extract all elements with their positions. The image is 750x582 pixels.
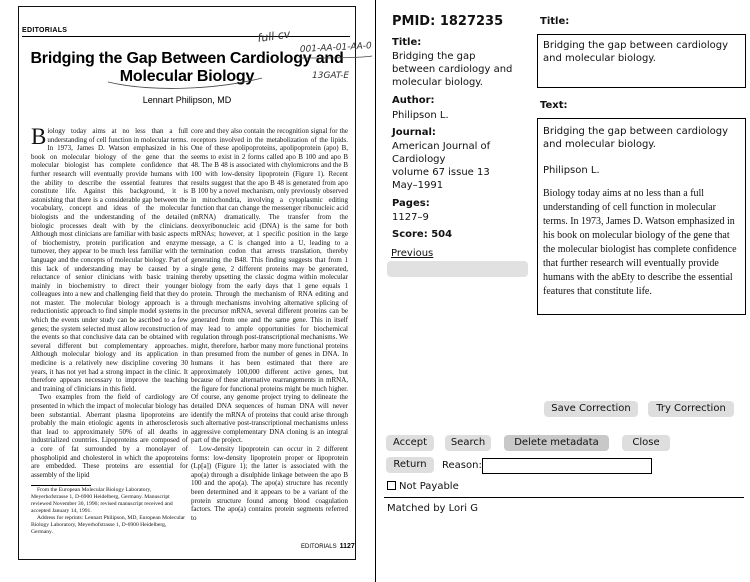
column-2-paragraph-1: core and they also contain the recognition signal for the receptors involved in the metabolization of the lipids. One of these apolipoproteins, apolipoprotein (apo) B, seems to exist in 2 forms called apo B 100 and apo B 48. The B 48 is associated with chylomicrons and the B 100 with low-density lipoprotein (Figure 1). Recent results suggest that the apo B 48 is generated from apo B 100 by a novel mechanism, only previously observed in mitochondria, involving a cytoplasmic editing function that can change the messenger ribonucleic acid (mRNA) dramatically. The transfer from the deoxyribonucleic acid (DNA) is the same for both mRNAs; however, at 1 specific position in the large message, a C is changed into a U, leading to a termination codon that arrests translation, thereby generating the B48. This finding suggests that from 1 single gene, 2 different proteins may be generated, thereby upsetting the classic dogma within molecular biology from the early days that 1 gene equals 1 protein. Through the mechanism of RNA editing and through mechanisms involving alternative splicing of the precursor mRNA, several different proteins can be generated from one and the same gene. This in itself may lead to ample opportunities for biochemical regulation through post-transcriptional mechanisms. We might, therefore, harbor many more functional proteins than presumed from the number of genes in DNA. In humans it has been estimated that there are approximately 100,000 different active genes, but because of these alternative rearrangements in mRNA, the figure for functional proteins might be much higher. Of course, any genome project trying to delineate the detailed DNA sequences of human DNA will never identify the mRNA of proteins that could arise through such alternative post-transcriptional mechanisms unless aggressive complementary DNA cloning is an integral part of the project. [191, 127, 348, 445]
matched-by-text: Matched by Lori G [387, 503, 478, 514]
footnote-rule [31, 485, 91, 486]
article-title-line-2: Molecular Biology [119, 68, 255, 85]
article-column-1 [31, 127, 188, 479]
page-footer [301, 543, 355, 550]
score-label: Score: 504 [392, 229, 453, 240]
footnote-affiliation: From the European Molecular Biology Laboratory, Meyerhofstrasse 1, D-6900 Heidelberg, Germany. Manuscript reviewed November 30, 1990; revised manuscript received and accepted January 14, 1991. [31, 487, 173, 514]
handwriting-underline [300, 56, 372, 58]
previous-link[interactable]: Previous [391, 248, 434, 259]
journal-name-line-2: Cardiology [392, 154, 446, 165]
reason-label: Reason: [442, 460, 482, 471]
pages-label: Pages: [392, 198, 430, 209]
title-box[interactable]: Bridging the gap between cardiology and molecular biology. [537, 34, 746, 88]
footer-page-number: 1127 [339, 543, 355, 550]
not-payable-label: Not Payable [399, 481, 459, 492]
article-title-line-1: Bridging the Gap Between Cardiology and [30, 50, 344, 67]
pmid-heading: PMID: 1827235 [392, 14, 504, 29]
text-box-author: Philipson L. [543, 165, 600, 176]
close-button[interactable]: Close [622, 435, 670, 451]
column-1-paragraph-1: iology today aims at no less than a full understanding of cell function in molecular terms. In 1973, James D. Watson emphasized in his book on molecular biology of the gene that the molecular biologist has complete confidence that further research will eventually provide humans with the ability to describe the essential features that constitute life. Against this background, it is astonishing that there is a considerable gap between the vocabulary, concept and ideas of the molecular biologists and the understanding of the detailed biologic processes dealt with by the clinicians. Although most clinicians are familiar with basic aspects of biochemistry, protein purification and enzyme turnover, they appear to be much less familiar with the language and the concepts of molecular biology. Part of this lack of understanding may be caused by a reluctance of senior clinicians with basic training mainly in biochemistry to direct their younger colleagues into a new and challenging field that they do not master. The molecular biology approach is a reductionistic approach to find simple model systems in which the events under study can be ascribed to a few genes; the system selected must allow reconstruction of the events so that conclusive data can be obtained with several different but complementary approaches. Although molecular biology and its application in medicine is a relatively new discipline covering 30 years, it has not yet had a strong impact in the clinic. It therefore appears necessary to improve the teaching and training of clinicians in this field. [31, 127, 188, 393]
title-value: Bridging the gap between cardiology and molecular biology. [392, 51, 513, 88]
author-label: Author: [392, 95, 435, 106]
accept-button[interactable]: Accept [386, 435, 434, 451]
progress-bar [387, 261, 528, 277]
text-box-title: Bridging the gap between cardiology and molecular biology. [543, 126, 729, 150]
section-header: EDITORIALS [22, 27, 68, 34]
delete-metadata-button[interactable]: Delete metadata [504, 435, 609, 451]
footnotes [31, 487, 188, 536]
journal-name-line-1: American Journal of [392, 141, 491, 152]
footnote-reprints: Address for reprints: Lennart Philipson, MD, European Molecular Biology Laboratory, Meyerhofstrasse 1, D-6900 Heidelberg, Germany. [31, 515, 186, 535]
pages-value: 1127–9 [392, 212, 429, 223]
panel-divider [384, 497, 744, 498]
drop-cap: B [31, 127, 47, 149]
not-payable-checkbox[interactable] [387, 481, 396, 490]
column-2-paragraph-2: Low-density lipoprotein can occur in 2 different forms: low-density lipoprotein proper or lipoprotein (Lp[a]) (Figure 1); the latter is associated with the apo(a) through a disulphide linkage between the apo B 100 and the apo(a). The apo(a) structure has recently been determined and it appears to be a variant of the protein structure found among blood coagulation factors. The apo(a) contains protein segments referred to [191, 444, 348, 522]
author-value: Philipson L. [392, 110, 449, 121]
right-title-label: Title: [540, 16, 570, 27]
article-column-2 [191, 127, 348, 545]
text-box[interactable] [537, 118, 746, 315]
metadata-panel [375, 0, 750, 582]
journal-date: May–1991 [392, 180, 444, 191]
text-label: Text: [540, 100, 568, 111]
article-author: Lennart Philipson, MD [142, 95, 232, 105]
search-button[interactable]: Search [445, 435, 491, 451]
journal-label: Journal: [392, 127, 436, 138]
handwriting-curve [108, 78, 262, 88]
handwriting-code-2: 13GAT-E [312, 71, 350, 81]
handwritten-annotations [0, 0, 376, 100]
title-label: Title: [392, 37, 422, 48]
text-box-body: Biology today aims at no less than a full understanding of cell function in molecular terms. In 1973, James D. Watson emphasized in his book on molecular biology of the gene that the molecular biologist has complete confidence that further research will eventually provide humans with the abEty to describe the essential features that constitute life. [543, 188, 737, 297]
column-1-paragraph-2: Two examples from the field of cardiology are presented in which the impact of molecular biology has been substantial. Aberrant plasma lipoproteins are probably the main etiologic agents in atherosclerosis that lead to approximately 50% of all deaths in industrialized countries. Lipoproteins are composed of a core of fat surrounded by a monolayer of phospholipid and cholesterol in which the apoproteins are embedded. These proteins are essential for assembly of the lipid [31, 393, 188, 479]
journal-volume-issue: volume 67 issue 13 [392, 167, 490, 178]
journal-value [392, 140, 532, 192]
handwriting-code: 001-AA-01-AA-0 [299, 41, 373, 55]
return-button[interactable]: Return [386, 457, 434, 473]
footer-section: EDITORIALS [301, 544, 337, 550]
reason-input[interactable] [482, 458, 652, 474]
try-correction-button[interactable]: Try Correction [648, 401, 734, 417]
handwriting-full-cv: full cv [256, 27, 292, 45]
save-correction-button[interactable]: Save Correction [544, 401, 638, 417]
